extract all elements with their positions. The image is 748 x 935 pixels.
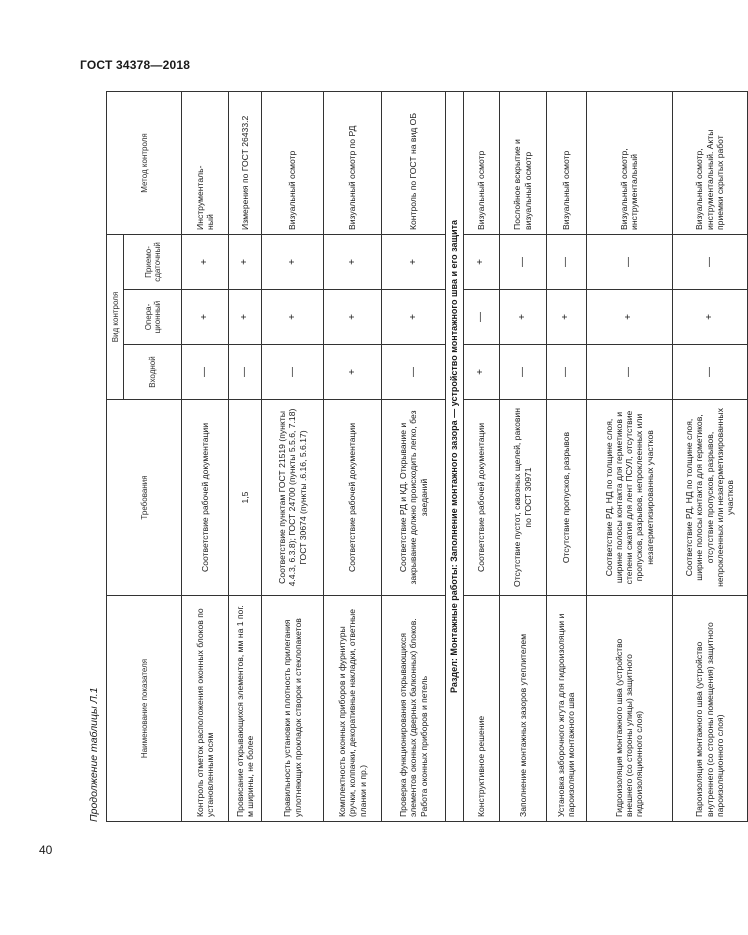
row-requirement-cell: Отсутствие пропусков, разрывов bbox=[546, 400, 586, 596]
row-acceptance-mark: + bbox=[324, 234, 382, 289]
row-requirement-cell: Соответствие пунктам ГОСТ 21519 (пункты 4.4.3, 6.3.8); ГОСТ 24700 (пункты 5.5.6, 7.18) ГОСТ 30674 (пункты .6.16, 5.6.17) bbox=[262, 400, 324, 596]
row-name-cell: Комплектность оконных приборов и фурнитуры (ручки, колпачки, декоративные накладки, ответные планки и пр.) bbox=[324, 596, 382, 822]
col-header-acceptance: Приемо- сдаточный bbox=[124, 234, 182, 289]
row-acceptance-mark: + bbox=[229, 234, 262, 289]
row-method-cell: Визуальный осмотр bbox=[463, 91, 499, 234]
row-method-cell: Визуальный осмотр по РД bbox=[324, 91, 382, 234]
row-incoming-mark: — bbox=[182, 345, 229, 400]
row-requirement-cell: Отсутствие пустот, сквозных щелей, раковин по ГОСТ 30971 bbox=[499, 400, 546, 596]
row-operational-mark: + bbox=[672, 290, 747, 345]
col-header-method: Метод контроля bbox=[107, 91, 182, 234]
row-requirement-cell: Соответствие РД и КД. Открывание и закрывание должно происходить легко, без заеданий bbox=[382, 400, 446, 596]
table-row bbox=[672, 91, 747, 821]
row-requirement-cell: Соответствие РД, НД по толщине слоя, ширине полосы контакта для герметиков, отсутствие пропусков, разрывов, непроклеенных или незагерметизированных участков bbox=[672, 400, 747, 596]
row-name-cell: Контроль отметок расположения оконных блоков по установленным осям bbox=[182, 596, 229, 822]
row-name-cell: Правильность установки и плотность прилегания уплотняющих прокладок створок и стеклопакетов bbox=[262, 596, 324, 822]
row-method-cell: Инструменталь- ный bbox=[182, 91, 229, 234]
row-incoming-mark: + bbox=[463, 345, 499, 400]
row-method-cell: Визуальный осмотр bbox=[262, 91, 324, 234]
row-operational-mark: + bbox=[262, 290, 324, 345]
row-method-cell: Визуальный осмотр bbox=[546, 91, 586, 234]
row-acceptance-mark: — bbox=[586, 234, 672, 289]
col-header-incoming: Входной bbox=[124, 345, 182, 400]
row-name-cell: Пароизоляция монтажного шва (устройство внутреннего (со стороны помещения) защитного пароизоляционного слоя) bbox=[672, 596, 747, 822]
page-number: 40 bbox=[39, 843, 53, 857]
table-row bbox=[586, 91, 672, 821]
row-incoming-mark: — bbox=[499, 345, 546, 400]
row-method-cell: Визуальный осмотр, инструментальный. Акты приемки скрытых работ bbox=[672, 91, 747, 234]
row-incoming-mark: — bbox=[546, 345, 586, 400]
table-row bbox=[262, 91, 324, 821]
control-table bbox=[106, 91, 748, 822]
row-acceptance-mark: + bbox=[463, 234, 499, 289]
table-continuation-caption: Продолжение таблицы Л.1 bbox=[88, 687, 100, 822]
row-method-cell: Контроль по ГОСТ на вид ОБ bbox=[382, 91, 446, 234]
table-row bbox=[546, 91, 586, 821]
row-acceptance-mark: — bbox=[546, 234, 586, 289]
rotated-table-area bbox=[88, 92, 736, 822]
section-row bbox=[446, 91, 464, 821]
row-requirement-cell: Соответствие рабочей документации bbox=[463, 400, 499, 596]
row-acceptance-mark: — bbox=[499, 234, 546, 289]
section-title: Раздел: Монтажные работы: Заполнение монтажного зазора — устройство монтажного шва и его защита bbox=[446, 91, 464, 821]
col-header-requirements: Требования bbox=[107, 400, 182, 596]
row-incoming-mark: + bbox=[324, 345, 382, 400]
row-requirement-cell: 1,5 bbox=[229, 400, 262, 596]
row-acceptance-mark: + bbox=[182, 234, 229, 289]
row-incoming-mark: — bbox=[672, 345, 747, 400]
row-name-cell: Проверка функционирования открывающихся элементов оконных (дверных балконных) блоков. Работа оконных приборов и петель bbox=[382, 596, 446, 822]
row-acceptance-mark: + bbox=[262, 234, 324, 289]
table-row bbox=[182, 91, 229, 821]
row-incoming-mark: — bbox=[229, 345, 262, 400]
row-name-cell: Конструктивное решение bbox=[463, 596, 499, 822]
row-requirement-cell: Соответствие РД, НД по толщине слоя, ширине полосы контакта для герметиков и степени сжатия для лент ПСУЛ, отсутствие пропусков, разрывов, непроклеенных или незагерметизированных участков bbox=[586, 400, 672, 596]
row-operational-mark: + bbox=[586, 290, 672, 345]
col-header-name: Наименование показателя bbox=[107, 596, 182, 822]
row-operational-mark: — bbox=[463, 290, 499, 345]
row-operational-mark: + bbox=[324, 290, 382, 345]
row-operational-mark: + bbox=[382, 290, 446, 345]
row-incoming-mark: — bbox=[586, 345, 672, 400]
row-operational-mark: + bbox=[546, 290, 586, 345]
table-row bbox=[324, 91, 382, 821]
row-acceptance-mark: + bbox=[382, 234, 446, 289]
table-row bbox=[382, 91, 446, 821]
row-operational-mark: + bbox=[182, 290, 229, 345]
row-name-cell: Провисание открывающихся элементов, мм на 1 пог. м ширины, не более bbox=[229, 596, 262, 822]
table-row bbox=[229, 91, 262, 821]
table-row bbox=[499, 91, 546, 821]
row-name-cell: Гидроизоляция монтажного шва (устройство внешнего (со стороны улицы) защитного гидроизоляционного слоя) bbox=[586, 596, 672, 822]
row-method-cell: Измерения по ГОСТ 26433.2 bbox=[229, 91, 262, 234]
row-requirement-cell: Соответствие рабочей документации bbox=[182, 400, 229, 596]
row-name-cell: Заполнение монтажных зазоров утеплителем bbox=[499, 596, 546, 822]
row-method-cell: Послойное вскрытие и визуальный осмотр bbox=[499, 91, 546, 234]
table-body bbox=[182, 91, 748, 821]
row-operational-mark: + bbox=[229, 290, 262, 345]
row-name-cell: Установка заборочного жгута для гидроизоляции и пароизоляции монтажного шва bbox=[546, 596, 586, 822]
document-header: ГОСТ 34378—2018 bbox=[80, 58, 191, 72]
row-requirement-cell: Соответствие рабочей документации bbox=[324, 400, 382, 596]
row-acceptance-mark: — bbox=[672, 234, 747, 289]
row-operational-mark: + bbox=[499, 290, 546, 345]
row-incoming-mark: — bbox=[382, 345, 446, 400]
table-row bbox=[463, 91, 499, 821]
row-incoming-mark: — bbox=[262, 345, 324, 400]
col-header-control-type: Вид контроля bbox=[107, 234, 124, 399]
row-method-cell: Визуальный осмотр, инструментальный bbox=[586, 91, 672, 234]
col-header-operational: Опера- ционный bbox=[124, 290, 182, 345]
